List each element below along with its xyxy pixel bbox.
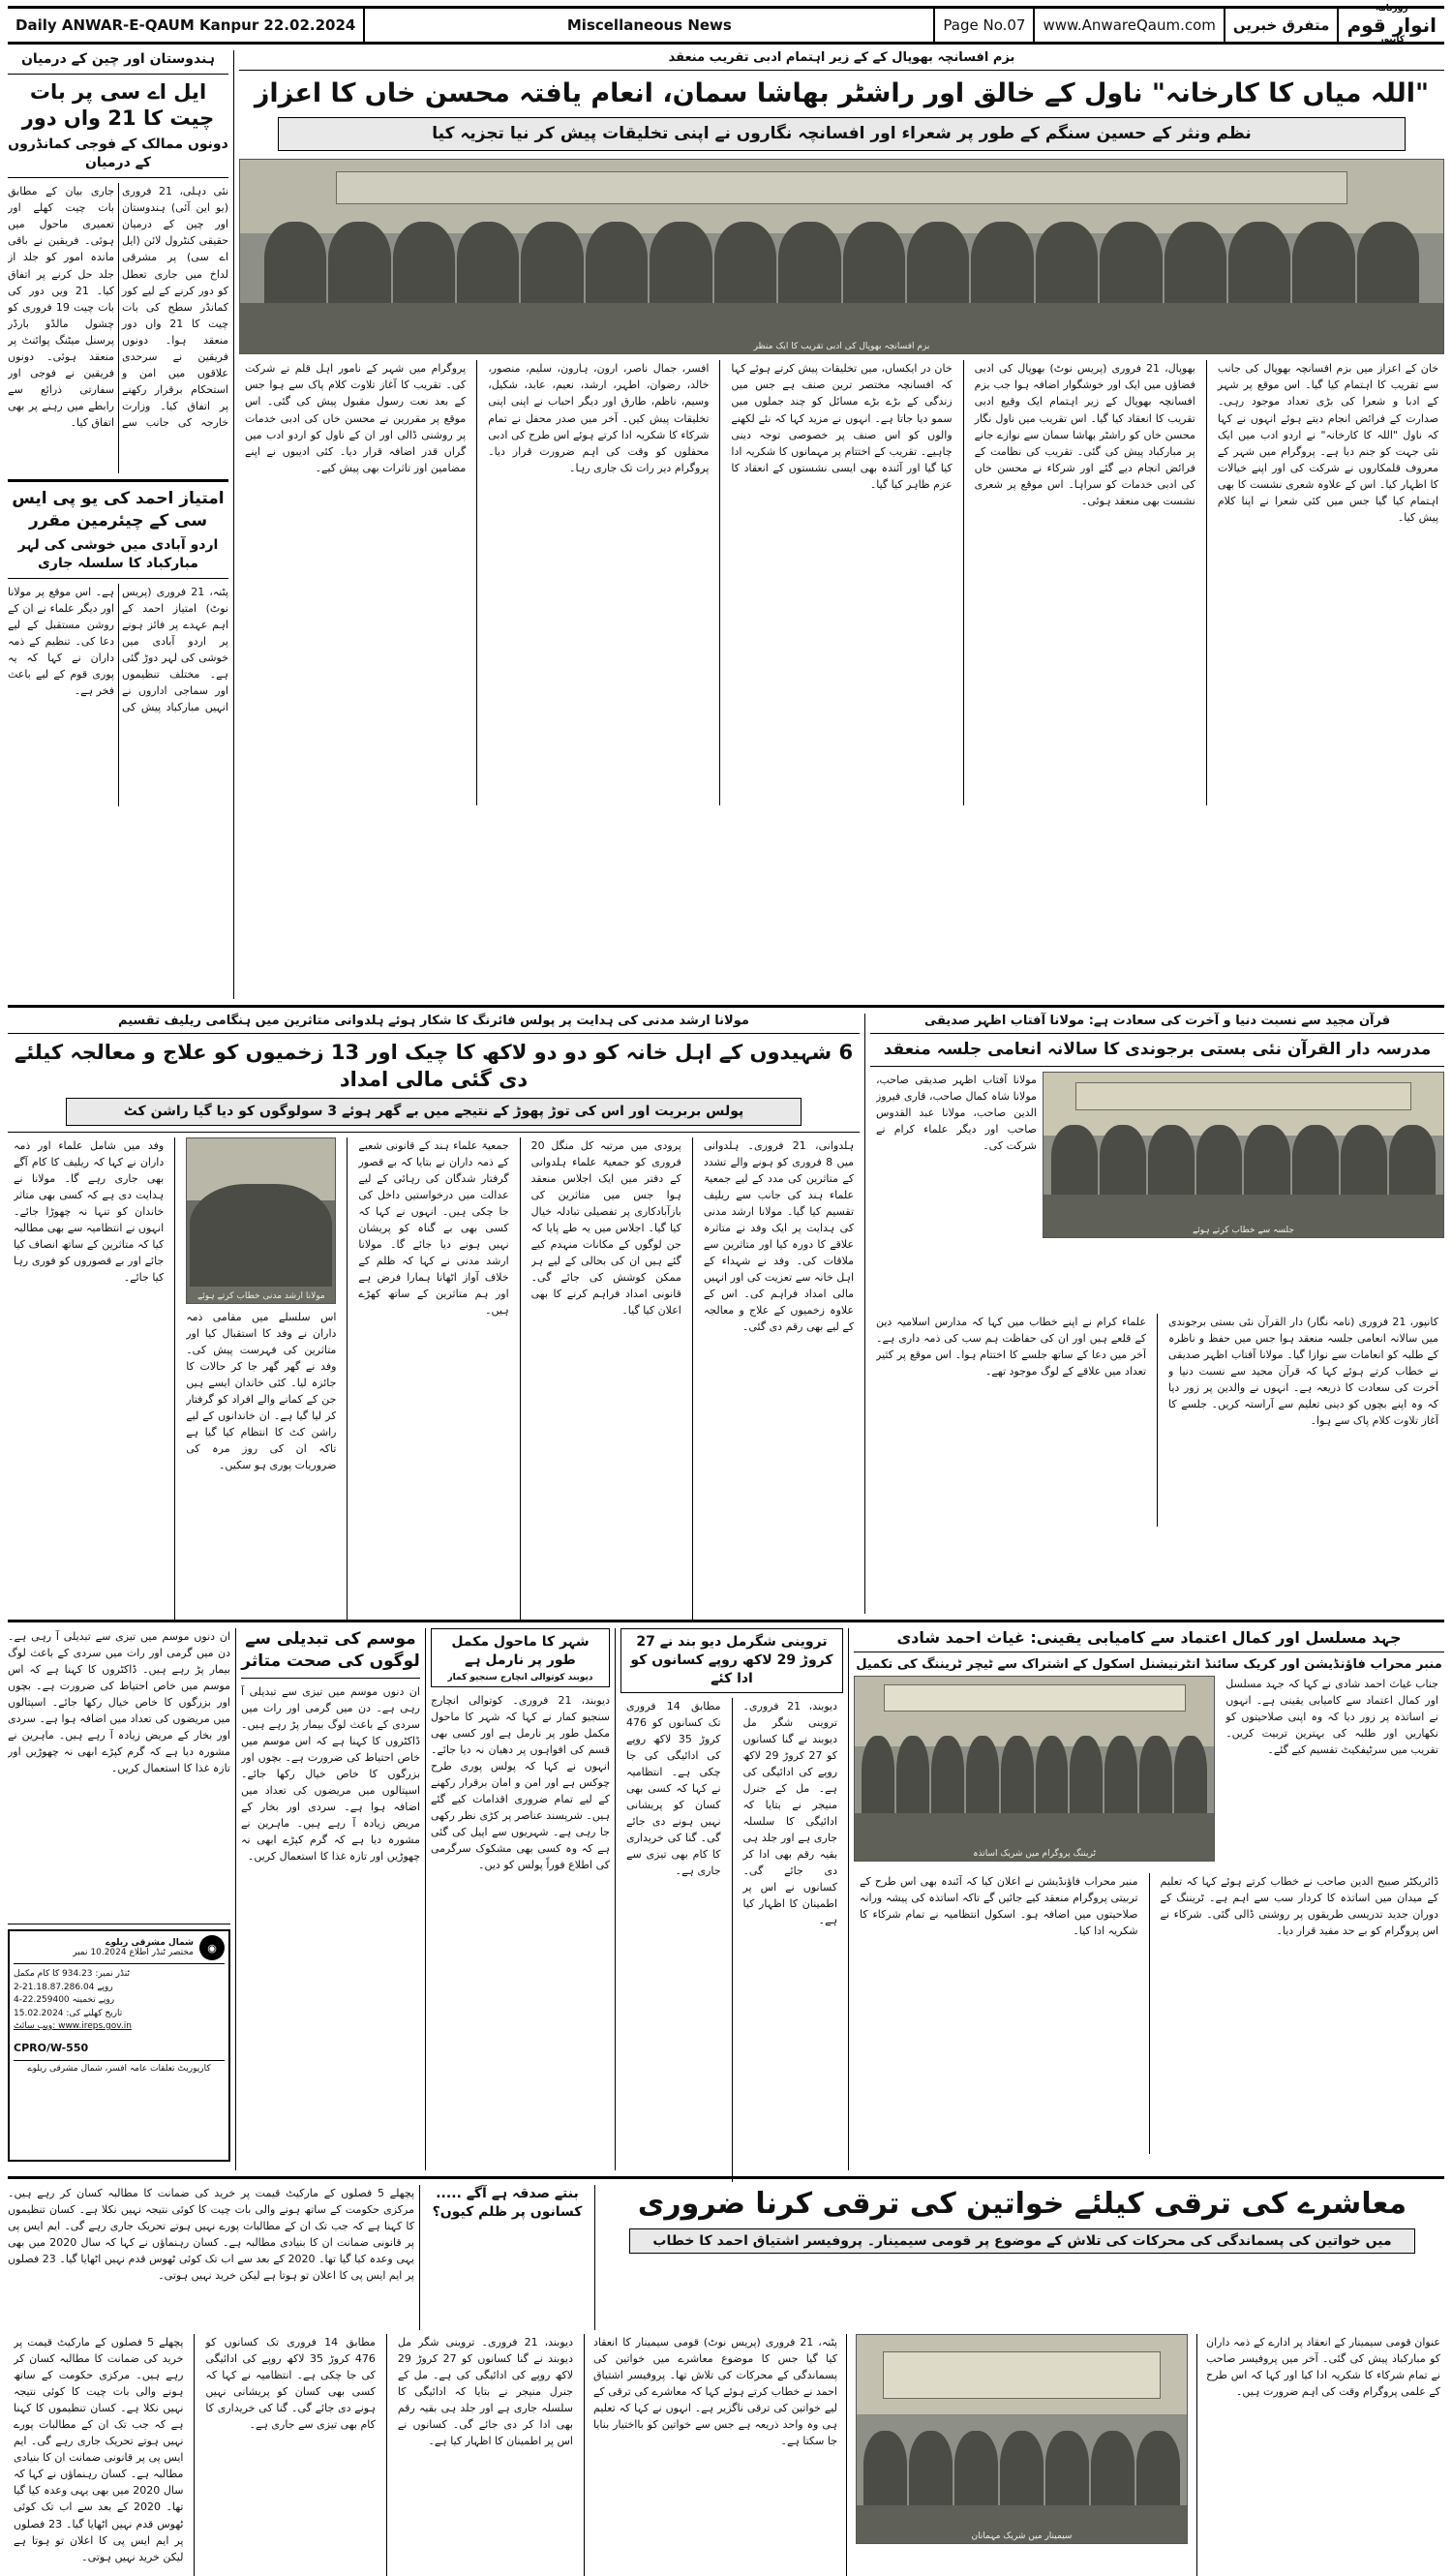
- relief-subhead: پولس بربریت اور اس کی توڑ پھوڑ کے نتیجے میں بے گھر ہوئے 3 سولوگوں کو دیا گیا راشن کٹ: [123, 1103, 744, 1119]
- relief-body-col-1: ہلدوانی، 21 فروری۔ ہلدوانی میں 8 فروری کو ہونے والے تشدد کے متاثرین کی مدد کے لیے جمعیۃ علماء ہند کی جانب سے ریلیف تقسیم کیا گیا۔ مولانا ارشد مدنی کی ہدایت پر ایک وفد نے متاثرہ علاقے کا دورہ کیا اور متاثرین سے ملاقات کی۔ وفد نے شہداء کے اہل خانہ سے تعزیت کی اور انہیں مالی امداد فراہم کی۔ اس کے علاوہ زخمیوں کے علاج و معالجہ کے لیے بھی رقم دی گئی۔: [703, 1138, 855, 1334]
- farmer-story: [620, 1628, 843, 2170]
- left-lower-column: [8, 1628, 230, 2170]
- china-story-headline: ایل اے سی پر بات چیت کا 21 واں دور: [21, 79, 215, 131]
- women-headline: معاشرے کی ترقی کیلئے خواتین کی ترقی کرنا ضروری: [637, 2187, 1407, 2221]
- middle-section: [8, 1014, 1444, 1614]
- masthead-left-title: Daily ANWAR-E-QAUM Kanpur 22.02.2024: [15, 16, 356, 34]
- relief-story: [8, 1014, 860, 1614]
- women-photo-caption: سیمینار میں شریک مہمانان: [971, 2531, 1073, 2541]
- logo-bottom-text: کانپور: [1378, 35, 1405, 45]
- lead-body-columns: [239, 360, 1444, 805]
- women-photo: [856, 2334, 1188, 2544]
- farmer-headline: تروینی شگرمل دیو بند نے 27 کروڑ 29 لاکھ روپے کسانوں کو ادا کئے: [630, 1634, 833, 1686]
- weather-headline: موسم کی تبدیلی سے لوگوں کی صحت متاثر: [241, 1629, 420, 1671]
- women-body-section: [8, 2334, 1444, 2576]
- deoband-body: دیوبند، 21 فروری۔ کوتوالی انچارج سنجیو کمار نے کہا کہ شہر کا ماحول مکمل طور پر نارمل ہے اور کسی بھی قسم کی افواہوں پر دھیان نہ دیا جائے۔ انہوں نے کہا کہ پولس پوری طرح چوکس ہے اور امن و امان برقرار رکھنے کے لیے تمام ضروری اقدامات کیے گئے ہیں۔ شرپسند عناصر پر کڑی نظر رکھی جا رہی ہے۔ شہریوں سے اپیل کی گئی ہے کہ وہ کسی بھی مشکوک سرگرمی کی اطلاع فوراً پولس کو دیں۔: [431, 1693, 610, 1872]
- advert-website[interactable]: ویب سائٹ: www.ireps.gov.in: [14, 2021, 132, 2031]
- quran-body-col-2: کانپور، 21 فروری (نامہ نگار) دار القرآن نئی بستی برجوندی میں سالانہ انعامی جلسہ منعقد ہوا جس میں حفظ و ناظرہ کے طلبہ کو انعامات سے نوازا گیا۔ مولانا آفتاب اظہر صدیقی نے خطاب کرتے ہوئے کہا کہ قرآن مجید سے نسبت دنیا و آخرت کی سعادت کا ذریعہ ہے۔ انہوں نے والدین پر زور دیا کہ وہ اپنے بچوں کو دینی تعلیم سے آراستہ کریں۔ جلسے کا آغاز تلاوت کلام پاک سے ہوا۔: [1168, 1315, 1439, 1428]
- farmer-body-col-2: مطابق 14 فروری تک کسانوں کو 476 کروڑ 35 لاکھ روپے کی ادائیگی کی جا چکی ہے۔ انتظامیہ نے کہا کہ کسی بھی کسان کو پریشانی نہیں ہونے دی جائے گی۔ گنا کی خریداری کا کام بھی تیزی سے جاری ہے۔: [626, 1699, 721, 1878]
- advert-org: شمال مشرقی ریلوے: [106, 1938, 194, 1948]
- railway-logo-icon: ◉: [199, 1935, 225, 1960]
- quran-body-col-3: علماء کرام نے اپنے خطاب میں کہا کہ مدارس اسلامیہ دین کے قلعے ہیں اور ان کی حفاظت ہم سب کی ذمہ داری ہے۔ آخر میں دعا کے ساتھ جلسے کا اختتام ہوا۔ اس موقع پر کثیر تعداد میں علاقے کے لوگ موجود تھے۔: [876, 1315, 1147, 1379]
- lead-photo: [239, 159, 1444, 354]
- bottom-extra-col-1: دیوبند، 21 فروری۔ تروینی شگر مل دیوبند نے گنا کسانوں کو 27 کروڑ 29 لاکھ روپے کی ادائیگی کی ہے۔ مل کے جنرل منیجر نے بتایا کہ ادائیگی کا سلسلہ جاری ہے اور جلد ہی بقیہ رقم بھی ادا کر دی جائے گی۔ کسانوں نے اس پر اطمینان کا اظہار کیا ہے۔: [397, 2336, 573, 2448]
- women-body-col-1: پٹنہ، 21 فروری (پریس نوٹ) قومی سیمینار کا انعقاد کیا گیا جس کا موضوع معاشرے میں خواتین کی پسماندگی کے محرکات کی تلاش تھا۔ پروفیسر اشتیاق احمد نے خطاب کرتے ہوئے کہا کہ معاشرے کی ترقی کے لیے خواتین کی ترقی ناگزیر ہے۔ انہوں نے کہا کہ تعلیم ہی وہ واحد ذریعہ ہے جس سے خواتین کو بااختیار بنایا جا سکتا ہے۔: [593, 2336, 837, 2448]
- ips-story-subhead: اردو آبادی میں خوشی کی لہر مبارکباد کا سلسلہ جاری: [17, 537, 219, 572]
- lead-photo-caption: بزم افسانچہ بھوپال کی ادبی تقریب کا ایک منظر: [753, 342, 930, 352]
- column-rule: [864, 1014, 865, 1614]
- weather-body-a: ان دنوں موسم میں تیزی سے تبدیلی آ رہی ہے۔ دن میں گرمی اور رات میں سردی کے باعث لوگ بیمار پڑ رہے ہیں۔ ڈاکٹروں کا کہنا ہے کہ اس موسم میں خاص احتیاط کی ضرورت ہے۔ بچوں اور بزرگوں کا خاص خیال رکھا جائے۔ اسپتالوں میں مریضوں کی تعداد میں اضافہ ہوا ہے۔ سردی اور بخار کے مریض زیادہ آ رہے ہیں۔ ماہرین نے مشورہ دیا ہے کہ گرم کپڑے ابھی نہ چھوڑیں اور تازہ غذا کا استعمال کریں۔: [8, 1630, 230, 1775]
- lead-body-col-3: خان در ایکساں، میں تخلیقات پیش کرتے ہوئے کہا کہ افسانچہ مختصر ترین صنف ہے جس میں زندگی کے بڑے بڑے مسائل کو چند جملوں میں سمو دیا جاتا ہے۔ انہوں نے مزید کہا کہ نئے لکھنے والوں کو اس صنف پر خصوصی توجہ دینی چاہیے۔ تقریب کے اختتام پر مہمانوں کا شکریہ ادا کیا گیا اور آئندہ بھی ایسی نشستوں کے انعقاد کا عزم ظاہر کیا گیا۔: [731, 362, 953, 491]
- lead-story: [239, 50, 1444, 999]
- china-story-body: نئی دہلی، 21 فروری (یو این آئی) ہندوستان اور چین کے درمیان حقیقی کنٹرول لائن (ایل اے سی) پر مشرقی لداخ میں جاری تعطل کو دور کرنے کے لیے کور کمانڈر سطح کی بات چیت کا 21 واں دور منعقد ہوا۔ دونوں فریقین نے سرحدی علاقوں میں امن و استحکام برقرار رکھنے پر اتفاق کیا۔ وزارت خارجہ کی جانب سے جاری بیان کے مطابق بات چیت کھلے اور تعمیری ماحول میں ہوئی۔ فریقین نے باقی ماندہ امور کو جلد از جلد حل کرنے پر اتفاق کیا۔ 21 ویں دور کی بات چیت 19 فروری کو چشول مالڈو بارڈر پرسنل میٹنگ پوائنٹ پر منعقد ہوئی۔ دونوں فریقین نے فوجی اور سفارتی ذرائع سے رابطے میں رہنے پر بھی اتفاق کیا۔: [8, 185, 228, 429]
- deoband-story: [431, 1628, 610, 2170]
- ips-story-headline: امتیاز احمد کی یو پی ایس سی کے چیئرمین مقرر: [12, 489, 225, 531]
- lower-section: [8, 1628, 1444, 2170]
- masthead-section-title: Miscellaneous News: [566, 16, 732, 34]
- logo-main-text: انوار قوم: [1346, 14, 1437, 37]
- trust-kicker: جہد مسلسل اور کمال اعتماد سے کامیابی یقینی: غیاث احمد شادی: [896, 1628, 1402, 1647]
- quran-kicker: قرآن مجید سے نسبت دنیا و آخرت کی سعادت ہے: مولانا آفتاب اظہر صدیقی: [923, 1014, 1391, 1028]
- lead-body-col-4: افسر، جمال ناصر، ارون، ہارون، سلیم، منصور، خالد، رضوان، اطہر، ارشد، نعیم، عابد، شکیل، وسیم، ناظم، طارق اور دیگر احباب نے اپنی اپنی تخلیقات پیش کیں۔ آخر میں صدر محفل نے تمام شرکاء کا شکریہ ادا کرتے ہوئے اس طرح کی ادبی محفلوں کو وقت کی اہم ضرورت قرار دیا۔ پروگرام دیر رات تک جاری رہا۔: [488, 362, 710, 474]
- relief-body-columns: [8, 1137, 860, 1621]
- bottom-extra-columns: [8, 2334, 579, 2576]
- masthead: [8, 6, 1444, 45]
- masthead-website[interactable]: www.AnwareQaum.com: [1043, 16, 1216, 34]
- lead-kicker: بزم افسانچہ بھوپال کے کے زیر اہتمام ادبی تقریب منعقد: [668, 50, 1015, 65]
- bottom-kicker-block: [425, 2185, 590, 2330]
- lead-subhead: نظم ونثر کے حسین سنگم کے طور پر شعراء اور افسانچہ نگاروں نے اپنی تخلیقات پیش کر نیا تجزیہ کیا: [432, 124, 1252, 144]
- relief-body-col-5: وفد میں شامل علماء اور ذمہ داران نے کہا کہ ریلیف کا کام آگے بھی جاری رہے گا۔ مولانا نے ہدایت دی ہے کہ کسی بھی متاثر خاندان کو تنہا نہ چھوڑا جائے۔ انہوں نے انتظامیہ سے بھی مطالبہ کیا کہ متاثرین کے ساتھ انصاف کیا جائے اور بے قصوروں کو فوری رہا کیا جائے۔: [14, 1138, 165, 1284]
- advert-line-2: 2-21.18.87.286.04 روپے: [14, 1982, 113, 1992]
- advert-line-4: تاریخ کھلنے کی: 15.02.2024: [14, 2008, 123, 2018]
- farmer-body-col-1: دیوبند، 21 فروری۔ تروینی شگر مل دیوبند نے گنا کسانوں کو 27 کروڑ 29 لاکھ روپے کی ادائیگی کی ہے۔ مل کے جنرل منیجر نے بتایا کہ ادائیگی کا سلسلہ جاری ہے اور جلد ہی بقیہ رقم بھی ادا کر دی جائے گی۔ کسانوں نے اس پر اطمینان کا اظہار کیا ہے۔: [742, 1699, 838, 1927]
- advert-footer: کارپوریٹ تعلقات عامہ افسر، شمال مشرقی ریلوے: [14, 2060, 225, 2074]
- advert-line-1: ٹنڈر نمبر: 934.23 کا کام مکمل: [14, 1969, 130, 1979]
- bottom-left-filler: [8, 2185, 414, 2330]
- weather-body: ان دنوں موسم میں تیزی سے تبدیلی آ رہی ہے۔ دن میں گرمی اور رات میں سردی کے باعث لوگ بیمار پڑ رہے ہیں۔ ڈاکٹروں کا کہنا ہے کہ اس موسم میں خاص احتیاط کی ضرورت ہے۔ بچوں اور بزرگوں کا خاص خیال رکھا جائے۔ اسپتالوں میں مریضوں کی تعداد میں اضافہ ہوا ہے۔ سردی اور بخار کے مریض زیادہ آ رہے ہیں۔ ماہرین نے مشورہ دیا ہے کہ گرم کپڑے ابھی نہ چھوڑیں اور تازہ غذا کا استعمال کریں۔: [241, 1684, 420, 1864]
- trust-body-col-3: منبر محراب فاؤنڈیشن نے اعلان کیا کہ آئندہ بھی اس طرح کے تربیتی پروگرام منعقد کیے جائیں گے تاکہ اساتذہ کی پیشہ ورانہ صلاحیتوں میں اضافہ ہو۔ اسکول انتظامیہ نے تمام شرکاء کا شکریہ ادا کیا۔: [860, 1875, 1138, 1938]
- relief-photo-caption: مولانا ارشد مدنی خطاب کرتے ہوئے: [197, 1290, 325, 1301]
- quran-story: [870, 1014, 1444, 1614]
- quran-headline: مدرسہ دار القرآن نئی بستی برجوندی کا سالانہ انعامی جلسہ منعقد: [883, 1040, 1432, 1059]
- railway-advert: [8, 1929, 230, 2162]
- deoband-subhead: دیوبند کوتوالی انچارج سنجیو کمار: [447, 1672, 593, 1682]
- relief-body-col-4: اس سلسلے میں مقامی ذمہ داران نے وفد کا استقبال کیا اور متاثرین کی فہرست پیش کی۔ وفد نے گھر گھر جا کر حالات کا جائزہ لیا۔ کئی خاندان ایسے ہیں جن کے کمانے والے افراد کو گرفتار کر لیا گیا ہے۔ ان خاندانوں کے لیے راشن کٹ کا انتظام کیا گیا ہے تاکہ ان کی روز مرہ کی ضروریات پوری ہو سکیں۔: [186, 1310, 337, 1471]
- bottom-section: [8, 2185, 1444, 2330]
- deoband-headline: شہر کا ماحول مکمل طور پر نارمل ہے: [451, 1634, 590, 1668]
- lead-body-col-2: بھوپال، 21 فروری (پریس نوٹ) بھوپال کی ادبی فضاؤں میں ایک اور خوشگوار اضافہ ہوا جب بزم افسانچہ بھوپال کے زیر اہتمام ایک وقیع ادبی تقریب کا انعقاد کیا گیا۔ اس تقریب میں ناول نگار محسن خاں کو راشٹر بھاشا سمان سے نوازے جانے پر مبارکباد پیش کی گئی۔ تقریب کی نظامت کے فرائض انجام دیے گئے اور شرکاء نے محسن خاں کی ادبی خدمات کو سراہا۔ اس موقع پر شعری نشست بھی منعقد ہوئی۔: [974, 362, 1195, 507]
- relief-photo: [186, 1137, 336, 1304]
- quran-body-col-1: مولانا آفتاب اظہر صدیقی صاحب، مولانا شاہ کمال صاحب، قاری فیروز الدین صاحب، مولانا عبد القدوس صاحب اور دیگر علماء کرام نے شرکت کی۔: [876, 1073, 1037, 1153]
- top-section: [8, 50, 1444, 999]
- bottom-left-text: پچھلے 5 فصلوں کے مارکیٹ قیمت پر خرید کی ضمانت کا مطالبہ کسان کر رہے ہیں۔ مرکزی حکومت کے ساتھ ہونے والی بات چیت کا کوئی نتیجہ نہیں نکلا ہے۔ کسان تنظیموں کا کہنا ہے کہ جب تک ان کے مطالبات پورے نہیں ہوتے تحریک جاری رہے گی۔ ایم ایس پی پر قانونی ضمانت ان کا بنیادی مطالبہ ہے۔ کسان رہنماؤں نے کہا کہ سال 2020 میں بھی یہی وعدہ کیا گیا تھا۔ 2020 کے بعد سے اب تک کوئی ٹھوس قدم نہیں اٹھایا گیا۔ 23 فصلوں پر ایم ایس پی کا اعلان تو ہوتا ہے لیکن خرید نہیں ہوتی۔: [8, 2187, 414, 2283]
- relief-body-col-2: پرودی میں مرتبہ کل منگل 20 فروری کو جمعیۃ علماء ہلدوانی کے دفتر میں ایک اجلاس منعقد ہوا جس میں متاثرین کی بازآبادکاری پر تفصیلی تبادلہ خیال کیا گیا۔ اجلاس میں یہ طے پایا کہ جن لوگوں کے مکانات منہدم کیے گئے ہیں ان کی بحالی کے لیے ہر ممکن کوشش کی جائے گی۔ قانونی امداد فراہم کرنے کا بھی اعلان کیا گیا۔: [530, 1138, 681, 1318]
- trust-photo-caption: ٹریننگ پروگرام میں شریک اساتذہ: [973, 1849, 1096, 1859]
- advert-ref: CPRO/W-550: [14, 2041, 89, 2054]
- bottom-extra-col-3: پچھلے 5 فصلوں کے مارکیٹ قیمت پر خرید کی ضمانت کا مطالبہ کسان کر رہے ہیں۔ مرکزی حکومت کے ساتھ ہونے والی بات چیت کا کوئی نتیجہ نہیں نکلا ہے۔ کسان تنظیموں کا کہنا ہے کہ جب تک ان کے مطالبات پورے نہیں ہوتے تحریک جاری رہے گی۔ ایم ایس پی پر قانونی ضمانت ان کا بنیادی مطالبہ ہے۔ کسان رہنماؤں نے کہا کہ سال 2020 میں بھی یہی وعدہ کیا گیا تھا۔ 2020 کے بعد سے اب تک کوئی ٹھوس قدم نہیں اٹھایا گیا۔ 23 فصلوں پر ایم ایس پی کا اعلان تو ہوتا ہے لیکن خرید نہیں ہوتی۔: [14, 2336, 184, 2563]
- women-story: [600, 2185, 1444, 2330]
- trust-body-col-1: جناب غیاث احمد شادی نے کہا کہ جہد مسلسل اور کمال اعتماد سے کامیابی یقینی ہے۔ انہوں نے اساتذہ پر زور دیا کہ وہ اپنی صلاحیتوں کو نکھاریں اور طلبہ کی بہترین تربیت کریں۔ تقریب میں سرٹیفکیٹ تقسیم کیے گئے۔: [1225, 1678, 1438, 1757]
- lead-body-col-5: پروگرام میں شہر کے نامور اہل قلم نے شرکت کی۔ تقریب کا آغاز تلاوت کلام پاک سے ہوا جس کے بعد نعت رسول مقبول پیش کی گئی۔ اس موقع پر مقررین نے محسن خاں کی ادبی خدمات پر روشنی ڈالی اور ان کے ناول کو اردو ادب میں گراں قدر اضافہ قرار دیا۔ کئی ادیبوں نے اپنے مضامین اور تاثرات بھی پیش کیے۔: [245, 362, 467, 474]
- women-body-col-3: عنوان قومی سیمینار کے انعقاد پر ادارے کے ذمہ داران کو مبارکباد پیش کی گئی۔ آخر میں پروفیسر صاحب نے تمام شرکاء کا شکریہ ادا کیا اور کہا کہ اس طرح کے علمی پروگرام وقت کی اہم ضرورت ہیں۔: [1206, 2336, 1440, 2399]
- masthead-urdu-label: متفرق خبریں: [1232, 16, 1330, 34]
- advert-line-3: 4-22.259400 روپے تخمینہ: [14, 1995, 115, 2005]
- weather-story: [241, 1628, 420, 2170]
- advert-tender-line: مختصر ٹنڈر اطلاع 10.2024 نمبر: [73, 1948, 194, 1957]
- logo-top-text: روزنامہ: [1375, 4, 1408, 15]
- relief-kicker: مولانا ارشد مدنی کی ہدایت پر پولس فائرنگ کا شکار ہوئے ہلدوانی متاثرین میں ہنگامی ریلیف تقسیم: [118, 1014, 749, 1028]
- column-rule: [233, 50, 234, 999]
- ips-story-body: پٹنہ، 21 فروری (پریس نوٹ) امتیاز احمد کے اہم عہدے پر فائز ہونے پر اردو آبادی میں خوشی کی لہر دوڑ گئی ہے۔ مختلف تنظیموں اور سماجی اداروں نے انہیں مبارکباد پیش کی ہے۔ اس موقع پر مولانا اور دیگر علماء نے ان کے روشن مستقبل کے لیے دعا کی۔ تنظیم کے ذمہ داران نے کہا کہ یہ پوری قوم کے لیے باعث فخر ہے۔: [8, 585, 228, 714]
- trust-subhead: منبر محراب فاؤنڈیشن اور کریک سائنڈ انٹرنیشنل اسکول کے اشتراک سے ٹیچر ٹریننگ کی تکمیل: [856, 1657, 1442, 1672]
- china-story: [8, 50, 228, 999]
- trust-story: [854, 1628, 1444, 2170]
- quran-photo-caption: جلسہ سے خطاب کرتے ہوئے: [1192, 1225, 1294, 1235]
- trust-photo: [854, 1676, 1215, 1862]
- quran-photo: [1043, 1072, 1444, 1238]
- china-story-subhead: دونوں ممالک کے فوجی کمانڈروں کے درمیان: [8, 136, 228, 171]
- relief-body-col-3: جمعیۃ علماء ہند کے قانونی شعبے کے ذمہ داران نے بتایا کہ بے قصور گرفتار شدگان کی رہائی کے لیے عدالت میں درخواستیں داخل کی جا چکی ہیں۔ انہوں نے کہا کہ کسی بھی بے گناہ کو پریشان نہیں ہونے دیا جائے گا۔ مولانا ارشد مدنی نے کہا کہ ظلم کے خلاف آواز اٹھانا ہمارا فرض ہے اور ہم متاثرین کے ساتھ کھڑے ہیں۔: [358, 1138, 509, 1318]
- masthead-logo: [1339, 4, 1444, 45]
- china-story-side-note: ہندوستان اور چین کے درمیان: [20, 51, 216, 67]
- women-subhead: میں خواتین کی پسماندگی کی محرکات کی تلاش کے موضوع پر قومی سیمینار۔ پروفیسر اشتیاق احمد کا خطاب: [652, 2232, 1392, 2249]
- lead-body-col-1: خان کے اعزاز میں بزم افسانچہ بھوپال کی جانب سے تقریب کا اہتمام کیا گیا۔ اس موقع پر شہر کے ادبا و شعرا کی بڑی تعداد موجود رہی۔ صدارت کے فرائض انجام دیتے ہوئے انہوں نے کہا کہ ناول "اللہ کا کارخانہ" نے اردو ادب میں ایک نئی جہت کو جنم دیا ہے۔ پروگرام میں شہر کے معروف قلمکاروں نے شرکت کی اور اپنے خیالات کا اظہار کیا۔ اس کے علاوہ شعری نشست کا بھی اہتمام کیا گیا جس میں کئی شعرا نے اپنا کلام پیش کیا۔: [1217, 362, 1439, 524]
- lead-headline: "اللہ میاں کا کارخانہ" ناول کے خالق اور راشٹر بھاشا سمان، انعام یافتہ محسن خاں کا اعزاز: [254, 78, 1430, 108]
- bottom-extra-col-2: مطابق 14 فروری تک کسانوں کو 476 کروڑ 35 لاکھ روپے کی ادائیگی کی جا چکی ہے۔ انتظامیہ نے کہا کہ کسی بھی کسان کو پریشانی نہیں ہونے دی جائے گی۔ گنا کی خریداری کا کام بھی تیزی سے جاری ہے۔: [205, 2336, 376, 2432]
- relief-headline: 6 شہیدوں کے اہل خانہ کو دو دو لاکھ کا چیک اور 13 زخمیوں کو علاج و معالجہ کیلئے دی گئی مالی امداد: [14, 1041, 854, 1092]
- bottom-kicker: بنتے صدقہ ہے آگے ..... کسانوں پر ظلم کیوں؟: [432, 2186, 583, 2220]
- trust-body-col-2: ڈائریکٹر صبیح الدین صاحب نے خطاب کرتے ہوئے کہا کہ تعلیم کے میدان میں اساتذہ کا کردار سب سے اہم ہے۔ ٹریننگ کے دوران جدید تدریسی طریقوں پر روشنی ڈالی گئی۔ شرکاء نے اس پروگرام کو بے حد مفید قرار دیا۔: [1160, 1875, 1439, 1938]
- masthead-page-number: Page No.07: [943, 16, 1026, 34]
